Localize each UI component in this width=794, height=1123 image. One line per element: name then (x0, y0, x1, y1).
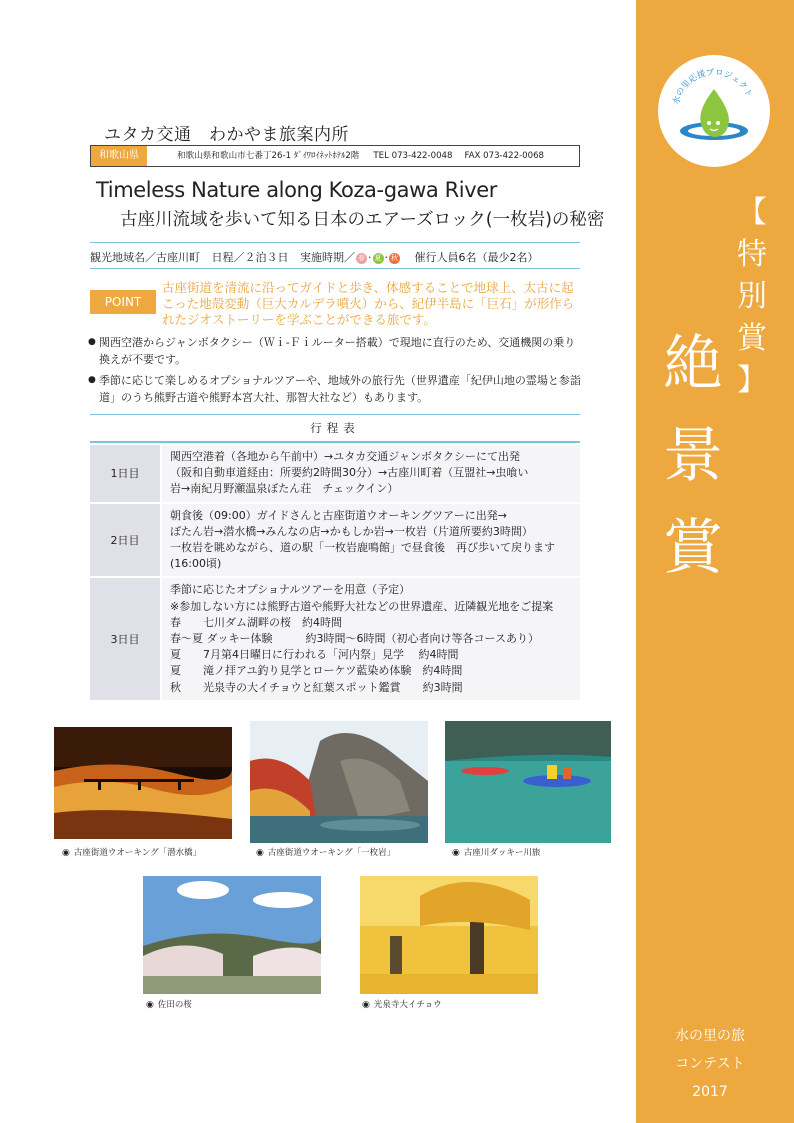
address-bar (90, 145, 580, 167)
season-autumn-badge: 秋 (391, 253, 398, 262)
staff-text: 催行人員6名（最少2名） (414, 251, 539, 264)
feature-list (88, 334, 582, 410)
logo-text: 水の里応援プロジェクト (671, 67, 754, 106)
divider (90, 441, 580, 443)
schedule-table (90, 445, 580, 702)
photo-caption: ◉ 古座街道ウオーキング「潜水橋」 (62, 848, 202, 858)
photo-river-kayak (445, 721, 611, 843)
table-row (90, 578, 580, 701)
day-label: 1日目 (90, 445, 160, 502)
area-text: 観光地域名／古座川町 (90, 251, 200, 264)
day-description: 関西空港着（各地から午前中）→ユタカ交通ジャンボタクシーにて出発 （阪和自動車道経由：所要約2時間30分）→古座川町着（互盟社→虫喰い 岩→南紀月野瀬温泉ぼたん荘 チェックイン） (160, 445, 580, 502)
fax-text: FAX 073-422-0068 (464, 151, 545, 161)
photo-cherry-blossom (143, 876, 321, 994)
address-text: 和歌山県和歌山市七番丁26-1 ﾀﾞｲﾜﾛｲﾈｯﾄﾎﾃﾙ2階 (177, 151, 360, 161)
award-title: 絶 景 賞 (663, 329, 723, 583)
divider (90, 414, 580, 415)
tel-text: TEL 073-422-0048 (373, 151, 453, 161)
list-item: ● 関西空港からジャンボタクシー（Ｗｉ-Ｆｉルーター搭載）で現地に直行のため、交通機関の乗り換えが不要です。 (88, 334, 582, 368)
table-row (90, 504, 580, 579)
season-spring-badge: 春 (358, 253, 365, 262)
photo-sunset-bridge (54, 727, 232, 839)
day-description: 朝食後（09:00）ガイドさんと古座街道ウオーキングツアーに出発→ ぼたん岩→潜水橋→みんなの店→かもしか岩→一枚岩（片道所要約3時間） 一枚岩を眺めながら、道の駅「一枚岩鹿鳴館」で昼食後 再び歩いて戻ります (16:00頃) (160, 504, 580, 577)
project-logo (658, 55, 770, 167)
company-name: ユタカ交通 わかやま旅案内所 (104, 125, 349, 145)
divider (90, 242, 580, 243)
photo-caption: ◉ 古座街道ウオーキング「一枚岩」 (256, 848, 396, 858)
schedule-text: 日程／２泊３日 (211, 251, 289, 264)
table-row (90, 445, 580, 504)
point-text: 古座街道を清流に沿ってガイドと歩き、体感することで地球上、太古に起こった地殻変動（巨大カルデラ噴火）から、紀伊半島に「巨石」が形作られたジオストーリーを学ぶことができる旅です。 (162, 280, 575, 327)
contest-name: 水の里の旅 コンテスト 2017 (675, 1028, 745, 1100)
photo-ginkgo-tree (360, 876, 538, 994)
photo-caption: ◉ 古座川ダッキー川旅 (452, 848, 541, 858)
title-japanese: 古座川流域を歩いて知る日本のエアーズロック(一枚岩)の秘密 (120, 210, 605, 230)
tour-info: 観光地域名／古座川町 日程／２泊３日 実施時期／ 春 · 夏 · 秋 催行人員6名（最少2名） (90, 251, 539, 264)
season-summer-badge: 夏 (374, 253, 382, 262)
photo-caption: ◉ 光泉寺大イチョウ (362, 1000, 442, 1010)
divider (90, 268, 580, 269)
photo-rock-cliff (250, 721, 428, 843)
season-label: 実施時期／ (300, 251, 355, 264)
schedule-heading: 行程表 (310, 421, 360, 435)
photo-caption: ◉ 佐田の桜 (146, 1000, 192, 1010)
day-label: 3日目 (90, 578, 160, 699)
list-item: ● 季節に応じて楽しめるオプショナルツアーや、地域外の旅行先（世界遺産「紀伊山地の霊場と参詣道」のうち熊野古道や熊野本宮大社、那智大社など）もあります。 (88, 372, 582, 406)
day-description: 季節に応じたオプショナルツアーを用意（予定） ※参加しない方には熊野古道や熊野大社などの世界遺産、近隣観光地をご提案 春 七川ダム湖畔の桜 約4時間 春～夏 ダッキー体験 約3時間～6時間（初心者向け等各コースあり） 夏 7月第4日曜日に行われる「河内祭」見学 約4時間 夏 滝ノ拝アユ釣り見学とローケツ藍染め体験 約4時間 秋 光泉寺の大イチョウと紅葉スポット鑑賞 約3時間 (160, 578, 580, 699)
special-award-label: 【 特 別 賞 】 (737, 195, 767, 398)
point-badge: POINT (90, 290, 156, 314)
day-label: 2日目 (90, 504, 160, 577)
contact-line (177, 146, 544, 166)
title-english: Timeless Nature along Koza-gawa River (96, 178, 498, 202)
prefecture-badge: 和歌山県 (91, 146, 147, 166)
